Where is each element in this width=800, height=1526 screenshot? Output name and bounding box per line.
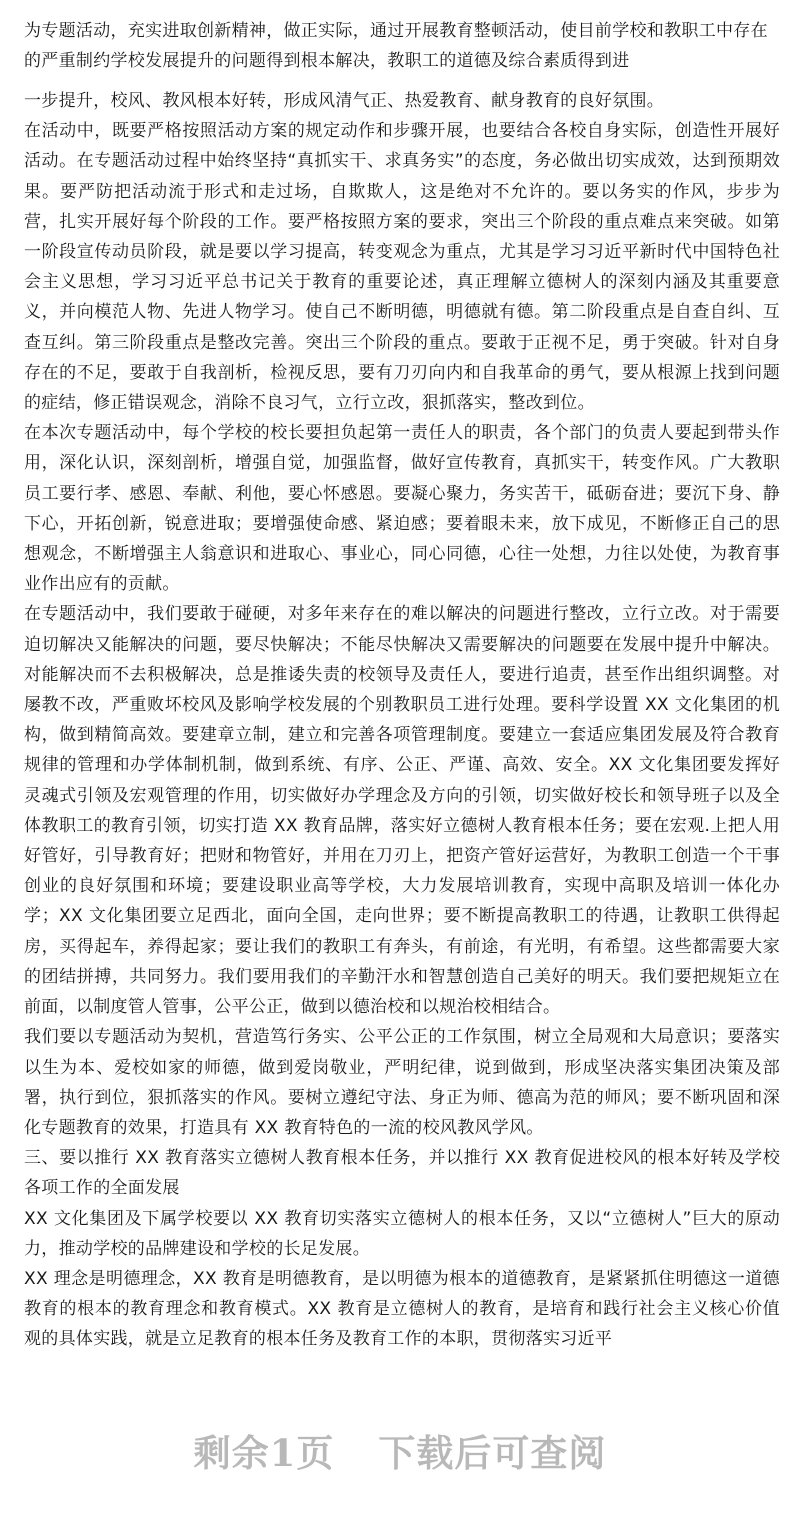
paragraph: 一步提升，校风、教风根本好转，形成风清气正、热爱教育、献身教育的良好氛围。 bbox=[24, 91, 665, 111]
document-body bbox=[24, 86, 780, 1355]
paragraph: 我们要以专题活动为契机，营造笃行务实、公平公正的工作氛围，树立全局观和大局意识；要落实以生为本、爱校如家的师德，做到爱岗敬业，严明纪律，说到做到，形成坚决落实集团决策及部署，执行到位，狠抓落实的作风。要树立遵纪守法、身正为师、德高为范的师风；要不断巩固和深化专题教育的效果，打造具有 XX 教育特色的一流的校风教风学风。 bbox=[24, 1027, 780, 1138]
paragraph: 在专题活动中，我们要敢于碰硬，对多年来存在的难以解决的问题进行整改，立行立改。对于需要迫切解决又能解决的问题，要尽快解决；不能尽快解决又需要解决的问题要在发展中提升中解决。对能解决而不去积极解决，总是推诿失责的校领导及责任人，要进行追责，甚至作出组织调整。对屡教不改，严重败坏校风及影响学校发展的个别教职员工进行处理。要科学设置 XX 文化集团的机构，做到精简高效。要建章立制，建立和完善各项管理制度。要建立一套适应集团发展及符合教育规律的管理和办学体制机制，做到系统、有序、公正、严谨、高效、安全。XX 文化集团要发挥好灵魂式引领及宏观管理的作用，切实做好办学理念及方向的引领，切实做好校长和领导班子以及全体教职工的教育引领，切实打造 XX 教育品牌，落实好立德树人教育根本任务；要在宏观.上把人用好管好，引导教育好；把财和物管好，并用在刀刃上，把资产管好运营好，为教职工创造一个干事创业的良好氛围和环境；要建设职业高等学校，大力发展培训教育，实现中高职及培训一体化办学；XX 文化集团要立足西北，面向全国，走向世界；要不断提高教职工的待遇，让教职工供得起房，买得起车，养得起家；要让我们的教职工有奔头，有前途，有光明，有希望。这些都需要大家的团结拼搏，共同努力。我们要用我们的辛勤汗水和智慧创造自己美好的明天。我们要把规矩立在前面，以制度管人管事，公平公正，做到以德治校和以规治校相结合。 bbox=[24, 604, 780, 1018]
paragraph: XX 文化集团及下属学校要以 XX 教育切实落实立德树人的根本任务，又以“立德树人”巨大的原动力，推动学校的品牌建设和学校的长足发展。 bbox=[24, 1208, 780, 1259]
section-heading: 三、要以推行 XX 教育落实立德树人教育根本任务，并以推行 XX 教育促进校风的根本好转及学校各项工作的全面发展 bbox=[24, 1148, 780, 1199]
top-text-fragment bbox=[24, 0, 780, 77]
download-to-view-label[interactable]: 下载后可查阅 bbox=[378, 1431, 607, 1475]
top-fragment-line: 为专题活动，充实进取创新精神，做正实际，通过开展教育整顿活动，使目前学校和教职工中存在的严重制约学校发展提升的问题得到根本解决，教职工的道德及综合素质得到进 bbox=[24, 21, 768, 72]
remaining-pages-label[interactable]: 剩余1页 bbox=[193, 1431, 335, 1475]
remaining-pages-banner[interactable] bbox=[0, 1420, 800, 1480]
paragraph: 在本次专题活动中，每个学校的校长要担负起第一责任人的职责，各个部门的负责人要起到带头作用，深化认识，深刻剖析，增强自觉，加强监督，做好宣传教育，真抓实干，转变作风。广大教职员工要行孝、感恩、奉献、利他，要心怀感恩。要凝心聚力，务实苦干，砥砺奋进；要沉下身、静下心，开拓创新，锐意进取；要增强使命感、紧迫感；要着眼未来，放下成见，不断修正自己的思想观念，不断增强主人翁意识和进取心、事业心，同心同德，心往一处想，力往以处使，为教育事业作出应有的贡献。 bbox=[24, 423, 780, 595]
paragraph: XX 理念是明德理念，XX 教育是明德教育，是以明德为根本的道德教育，是紧紧抓住明德这一道德教育的根本的教育理念和教育模式。XX 教育是立德树人的教育，是培育和践行社会主义核心价值观的具体实践，就是立足教育的根本任务及教育工作的本职，贯彻落实习近平 bbox=[24, 1268, 780, 1350]
paragraph: 在活动中，既要严格按照活动方案的规定动作和步骤开展，也要结合各校自身实际，创造性开展好活动。在专题活动过程中始终坚持“真抓实干、求真务实”的态度，务必做出切实成效，达到预期效果。要严防把活动流于形式和走过场，自欺欺人，这是绝对不允许的。要以务实的作风，步步为营，扎实开展好每个阶段的工作。要严格按照方案的要求，突出三个阶段的重点难点来突破。如第一阶段宣传动员阶段，就是要以学习提高，转变观念为重点，尤其是学习习近平新时代中国特色社会主义思想，学习习近平总书记关于教育的重要论述，真正理解立德树人的深刻内涵及其重要意义，并向模范人物、先进人物学习。使自己不断明德，明德就有德。第二阶段重点是自查自纠、互查互纠。第三阶段重点是整改完善。突出三个阶段的重点。要敢于正视不足，勇于突破。针对自身存在的不足，要敢于自我剖析，检视反思，要有刀刃向内和自我革命的勇气，要从根源上找到问题的症结，修正错误观念，消除不良习气，立行立改，狠抓落实，整改到位。 bbox=[24, 121, 780, 414]
